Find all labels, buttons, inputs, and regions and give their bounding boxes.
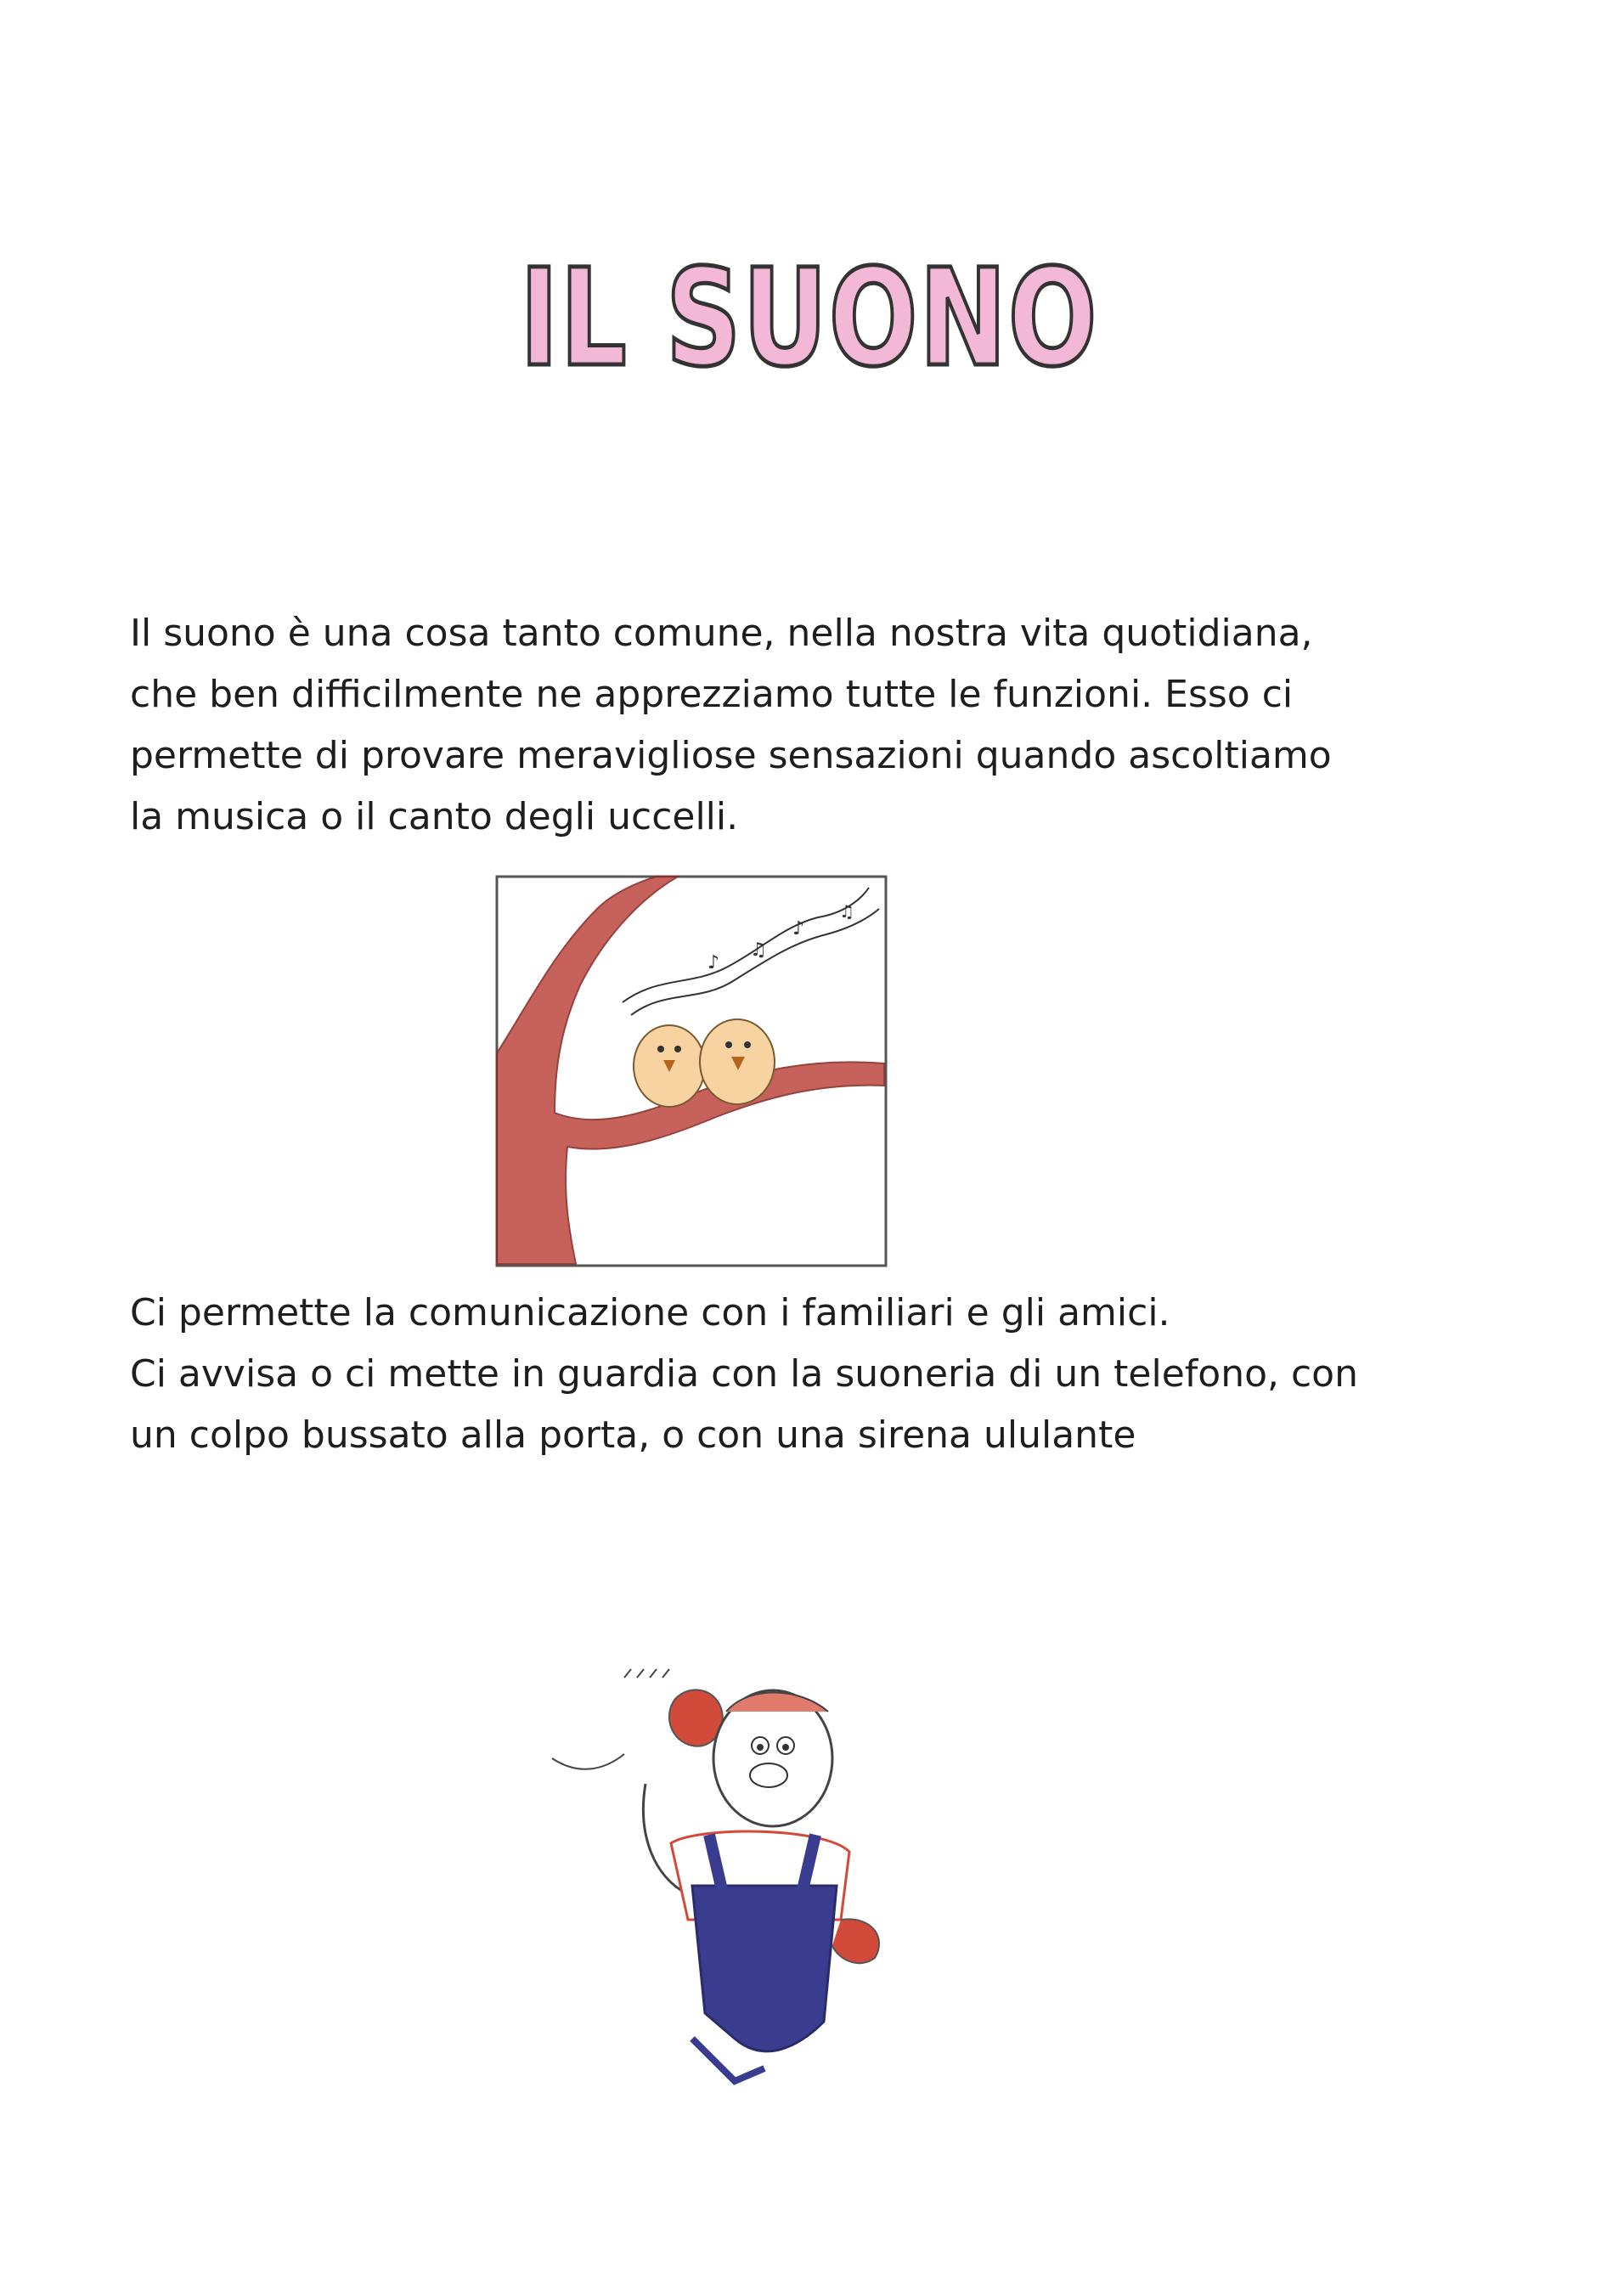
birds-on-branch-icon [495, 875, 888, 1267]
intro-paragraph [130, 603, 1455, 848]
intro-line: la musica o il canto degli uccelli. [130, 795, 739, 838]
intro-line: che ben difficilmente ne apprezziamo tutte le funzioni. Esso ci [130, 673, 1294, 716]
svg-text:♪: ♪ [708, 952, 720, 973]
communication-line: Ci permette la comunicazione con i familiari e gli amici. [130, 1291, 1170, 1334]
communication-line: un colpo bussato alla porta, o con una sirena ululante [130, 1413, 1136, 1457]
communication-paragraph [130, 1283, 1455, 1466]
svg-text:♪: ♪ [792, 918, 805, 939]
intro-line: permette di provare meravigliose sensazioni quando ascoltiamo [130, 734, 1332, 777]
communication-line: Ci avvisa o ci mette in guardia con la suoneria di un telefono, con [130, 1352, 1358, 1396]
intro-line: Il suono è una cosa tanto comune, nella nostra vita quotidiana, [130, 612, 1313, 655]
boy-listening-icon [544, 1665, 900, 2090]
svg-text:♫: ♫ [750, 939, 767, 961]
page-title: IL SUONO [519, 240, 1099, 397]
svg-text:♫: ♫ [839, 901, 854, 922]
